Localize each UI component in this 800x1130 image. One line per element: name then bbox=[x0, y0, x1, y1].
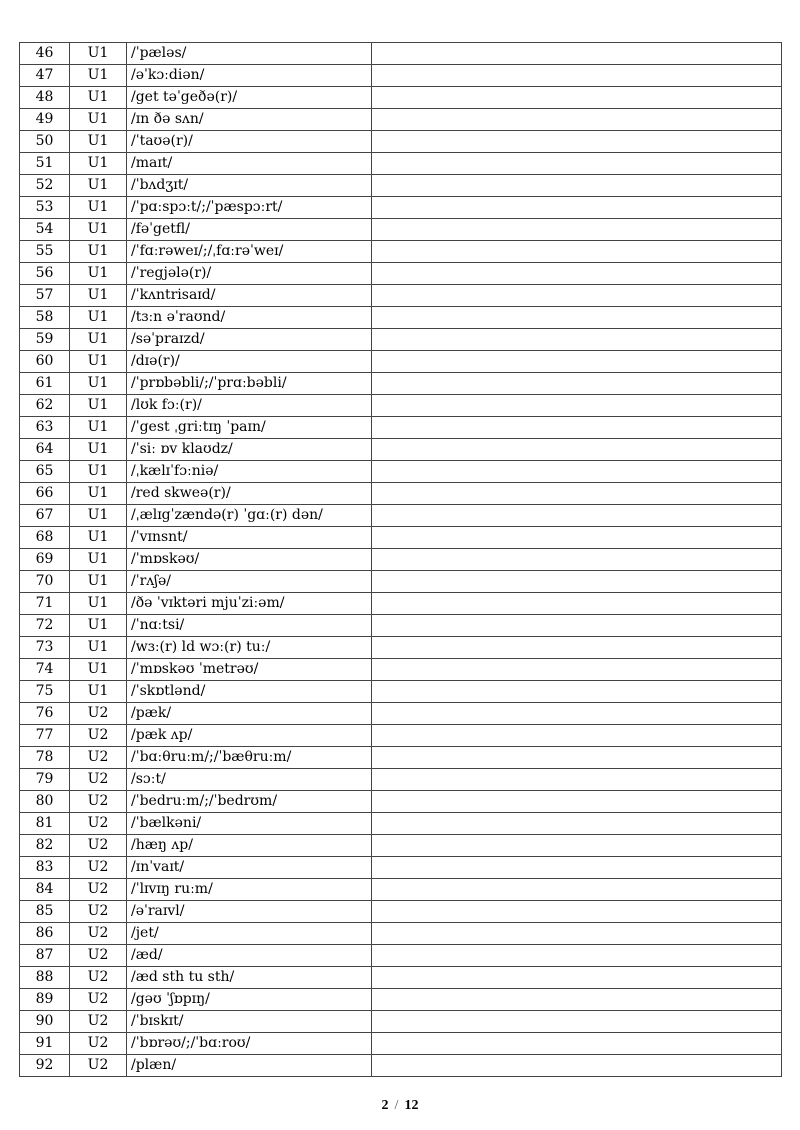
unit-cell: U2 bbox=[70, 879, 127, 901]
phonetic-cell: /dɪə(r)/ bbox=[127, 351, 372, 373]
total-page-count: 12 bbox=[404, 1098, 419, 1113]
table-row bbox=[20, 901, 782, 923]
unit-cell: U1 bbox=[70, 175, 127, 197]
row-number-cell: 47 bbox=[20, 65, 70, 87]
unit-cell: U1 bbox=[70, 571, 127, 593]
meaning-cell bbox=[372, 747, 782, 769]
table-row bbox=[20, 549, 782, 571]
unit-cell: U1 bbox=[70, 681, 127, 703]
meaning-cell bbox=[372, 1033, 782, 1055]
unit-cell: U1 bbox=[70, 219, 127, 241]
meaning-cell bbox=[372, 835, 782, 857]
table-row bbox=[20, 1055, 782, 1077]
page-separator: / bbox=[394, 1098, 399, 1113]
table-row bbox=[20, 153, 782, 175]
unit-cell: U1 bbox=[70, 131, 127, 153]
table-row bbox=[20, 373, 782, 395]
table-row bbox=[20, 593, 782, 615]
meaning-cell bbox=[372, 571, 782, 593]
unit-cell: U1 bbox=[70, 87, 127, 109]
table-row bbox=[20, 923, 782, 945]
phonetic-cell: /əˈraɪvl/ bbox=[127, 901, 372, 923]
phonetic-cell: /get təˈgeðə(r)/ bbox=[127, 87, 372, 109]
table-row bbox=[20, 307, 782, 329]
meaning-cell bbox=[372, 153, 782, 175]
meaning-cell bbox=[372, 637, 782, 659]
row-number-cell: 87 bbox=[20, 945, 70, 967]
phonetic-cell: /ˈnɑːtsi/ bbox=[127, 615, 372, 637]
phonetic-cell: /ˌælɪgˈzændə(r) ˈgɑː(r) dən/ bbox=[127, 505, 372, 527]
row-number-cell: 49 bbox=[20, 109, 70, 131]
phonetic-cell: /ˈfɑːrəweɪ/;/ˌfɑːrəˈweɪ/ bbox=[127, 241, 372, 263]
unit-cell: U1 bbox=[70, 527, 127, 549]
unit-cell: U2 bbox=[70, 703, 127, 725]
table-row bbox=[20, 747, 782, 769]
phonetic-cell: /tɜːn əˈraʊnd/ bbox=[127, 307, 372, 329]
table-row bbox=[20, 879, 782, 901]
phonetic-cell: /ˈskɒtlənd/ bbox=[127, 681, 372, 703]
meaning-cell bbox=[372, 967, 782, 989]
phonetic-cell: /lʊk fɔː(r)/ bbox=[127, 395, 372, 417]
meaning-cell bbox=[372, 703, 782, 725]
meaning-cell bbox=[372, 791, 782, 813]
unit-cell: U2 bbox=[70, 1055, 127, 1077]
unit-cell: U2 bbox=[70, 1011, 127, 1033]
row-number-cell: 90 bbox=[20, 1011, 70, 1033]
row-number-cell: 61 bbox=[20, 373, 70, 395]
meaning-cell bbox=[372, 1055, 782, 1077]
row-number-cell: 88 bbox=[20, 967, 70, 989]
phonetic-cell: /ˈkʌntrisaɪd/ bbox=[127, 285, 372, 307]
unit-cell: U1 bbox=[70, 373, 127, 395]
unit-cell: U1 bbox=[70, 307, 127, 329]
row-number-cell: 57 bbox=[20, 285, 70, 307]
meaning-cell bbox=[372, 307, 782, 329]
table-row bbox=[20, 1011, 782, 1033]
phonetic-cell: /gəʊ ˈʃɒpɪŋ/ bbox=[127, 989, 372, 1011]
unit-cell: U1 bbox=[70, 395, 127, 417]
meaning-cell bbox=[372, 593, 782, 615]
table-row bbox=[20, 483, 782, 505]
table-row bbox=[20, 615, 782, 637]
unit-cell: U1 bbox=[70, 285, 127, 307]
phonetic-cell: /wɜː(r) ld wɔː(r) tuː/ bbox=[127, 637, 372, 659]
table-row bbox=[20, 417, 782, 439]
phonetic-cell: /ɪn ðə sʌn/ bbox=[127, 109, 372, 131]
row-number-cell: 56 bbox=[20, 263, 70, 285]
phonetic-cell: /ˈbɒrəʊ/;/ˈbɑːroʊ/ bbox=[127, 1033, 372, 1055]
row-number-cell: 73 bbox=[20, 637, 70, 659]
row-number-cell: 59 bbox=[20, 329, 70, 351]
table-row bbox=[20, 1033, 782, 1055]
meaning-cell bbox=[372, 659, 782, 681]
meaning-cell bbox=[372, 901, 782, 923]
unit-cell: U1 bbox=[70, 593, 127, 615]
meaning-cell bbox=[372, 263, 782, 285]
table-row bbox=[20, 65, 782, 87]
meaning-cell bbox=[372, 549, 782, 571]
phonetic-cell: /əˈkɔːdiən/ bbox=[127, 65, 372, 87]
row-number-cell: 77 bbox=[20, 725, 70, 747]
meaning-cell bbox=[372, 109, 782, 131]
row-number-cell: 72 bbox=[20, 615, 70, 637]
unit-cell: U1 bbox=[70, 439, 127, 461]
row-number-cell: 74 bbox=[20, 659, 70, 681]
row-number-cell: 64 bbox=[20, 439, 70, 461]
row-number-cell: 55 bbox=[20, 241, 70, 263]
unit-cell: U1 bbox=[70, 65, 127, 87]
meaning-cell bbox=[372, 483, 782, 505]
table-row bbox=[20, 175, 782, 197]
phonetic-cell: /jet/ bbox=[127, 923, 372, 945]
table-row bbox=[20, 87, 782, 109]
unit-cell: U1 bbox=[70, 659, 127, 681]
meaning-cell bbox=[372, 43, 782, 65]
phonetic-cell: /ˈsiː ɒv klaʊdz/ bbox=[127, 439, 372, 461]
row-number-cell: 80 bbox=[20, 791, 70, 813]
table-row bbox=[20, 395, 782, 417]
phonetic-cell: /ˈmɒskəʊ/ bbox=[127, 549, 372, 571]
table-row bbox=[20, 791, 782, 813]
meaning-cell bbox=[372, 439, 782, 461]
phonetic-cell: /æd sth tu sth/ bbox=[127, 967, 372, 989]
unit-cell: U2 bbox=[70, 747, 127, 769]
meaning-cell bbox=[372, 175, 782, 197]
phonetic-cell: /æd/ bbox=[127, 945, 372, 967]
meaning-cell bbox=[372, 197, 782, 219]
unit-cell: U2 bbox=[70, 945, 127, 967]
phonetic-cell: /fəˈgetfl/ bbox=[127, 219, 372, 241]
phonetic-cell: /ðə ˈvɪktəri mjuˈziːəm/ bbox=[127, 593, 372, 615]
row-number-cell: 82 bbox=[20, 835, 70, 857]
phonetic-cell: /ˈbedruːm/;/ˈbedrʊm/ bbox=[127, 791, 372, 813]
row-number-cell: 78 bbox=[20, 747, 70, 769]
unit-cell: U1 bbox=[70, 241, 127, 263]
table-row bbox=[20, 527, 782, 549]
phonetic-cell: /plæn/ bbox=[127, 1055, 372, 1077]
phonetic-cell: /ˈpɑːspɔːt/;/ˈpæspɔːrt/ bbox=[127, 197, 372, 219]
unit-cell: U1 bbox=[70, 329, 127, 351]
row-number-cell: 89 bbox=[20, 989, 70, 1011]
meaning-cell bbox=[372, 505, 782, 527]
vocabulary-table bbox=[19, 42, 782, 1077]
meaning-cell bbox=[372, 329, 782, 351]
table-row bbox=[20, 219, 782, 241]
table-row bbox=[20, 43, 782, 65]
row-number-cell: 76 bbox=[20, 703, 70, 725]
meaning-cell bbox=[372, 351, 782, 373]
row-number-cell: 50 bbox=[20, 131, 70, 153]
table-row bbox=[20, 703, 782, 725]
table-row bbox=[20, 461, 782, 483]
meaning-cell bbox=[372, 395, 782, 417]
row-number-cell: 67 bbox=[20, 505, 70, 527]
row-number-cell: 65 bbox=[20, 461, 70, 483]
meaning-cell bbox=[372, 769, 782, 791]
unit-cell: U2 bbox=[70, 835, 127, 857]
unit-cell: U1 bbox=[70, 109, 127, 131]
unit-cell: U2 bbox=[70, 967, 127, 989]
row-number-cell: 71 bbox=[20, 593, 70, 615]
table-row bbox=[20, 637, 782, 659]
table-row bbox=[20, 989, 782, 1011]
meaning-cell bbox=[372, 879, 782, 901]
meaning-cell bbox=[372, 857, 782, 879]
unit-cell: U2 bbox=[70, 791, 127, 813]
meaning-cell bbox=[372, 87, 782, 109]
phonetic-cell: /ˈbʌdʒɪt/ bbox=[127, 175, 372, 197]
unit-cell: U1 bbox=[70, 197, 127, 219]
phonetic-cell: /ˈbælkəni/ bbox=[127, 813, 372, 835]
unit-cell: U1 bbox=[70, 505, 127, 527]
phonetic-cell: /ˈgest ˌgriːtɪŋ ˈpaɪn/ bbox=[127, 417, 372, 439]
row-number-cell: 81 bbox=[20, 813, 70, 835]
phonetic-cell: /ˈrʌʃə/ bbox=[127, 571, 372, 593]
table-row bbox=[20, 109, 782, 131]
unit-cell: U1 bbox=[70, 43, 127, 65]
unit-cell: U2 bbox=[70, 813, 127, 835]
row-number-cell: 84 bbox=[20, 879, 70, 901]
row-number-cell: 63 bbox=[20, 417, 70, 439]
meaning-cell bbox=[372, 813, 782, 835]
meaning-cell bbox=[372, 681, 782, 703]
table-row bbox=[20, 241, 782, 263]
meaning-cell bbox=[372, 989, 782, 1011]
unit-cell: U1 bbox=[70, 483, 127, 505]
unit-cell: U1 bbox=[70, 153, 127, 175]
table-row bbox=[20, 131, 782, 153]
phonetic-cell: /ˈpæləs/ bbox=[127, 43, 372, 65]
phonetic-cell: /ˈregjələ(r)/ bbox=[127, 263, 372, 285]
unit-cell: U1 bbox=[70, 461, 127, 483]
unit-cell: U1 bbox=[70, 417, 127, 439]
phonetic-cell: /maɪt/ bbox=[127, 153, 372, 175]
row-number-cell: 66 bbox=[20, 483, 70, 505]
unit-cell: U2 bbox=[70, 857, 127, 879]
row-number-cell: 85 bbox=[20, 901, 70, 923]
unit-cell: U1 bbox=[70, 637, 127, 659]
table-row bbox=[20, 351, 782, 373]
phonetic-cell: /ˈtaʊə(r)/ bbox=[127, 131, 372, 153]
unit-cell: U1 bbox=[70, 351, 127, 373]
row-number-cell: 69 bbox=[20, 549, 70, 571]
row-number-cell: 75 bbox=[20, 681, 70, 703]
table-row bbox=[20, 967, 782, 989]
meaning-cell bbox=[372, 461, 782, 483]
table-row bbox=[20, 329, 782, 351]
phonetic-cell: /ˈvɪnsnt/ bbox=[127, 527, 372, 549]
table-row bbox=[20, 197, 782, 219]
table-row bbox=[20, 263, 782, 285]
table-row bbox=[20, 813, 782, 835]
phonetic-cell: /red skweə(r)/ bbox=[127, 483, 372, 505]
row-number-cell: 92 bbox=[20, 1055, 70, 1077]
page-footer bbox=[0, 1098, 800, 1114]
row-number-cell: 68 bbox=[20, 527, 70, 549]
meaning-cell bbox=[372, 923, 782, 945]
unit-cell: U1 bbox=[70, 263, 127, 285]
phonetic-cell: /ˈmɒskəʊ ˈmetrəʊ/ bbox=[127, 659, 372, 681]
row-number-cell: 48 bbox=[20, 87, 70, 109]
row-number-cell: 91 bbox=[20, 1033, 70, 1055]
unit-cell: U2 bbox=[70, 989, 127, 1011]
unit-cell: U2 bbox=[70, 1033, 127, 1055]
phonetic-cell: /ˈbɑːθruːm/;/ˈbæθruːm/ bbox=[127, 747, 372, 769]
row-number-cell: 83 bbox=[20, 857, 70, 879]
unit-cell: U2 bbox=[70, 901, 127, 923]
table-row bbox=[20, 835, 782, 857]
phonetic-cell: /səˈpraɪzd/ bbox=[127, 329, 372, 351]
meaning-cell bbox=[372, 615, 782, 637]
table-row bbox=[20, 857, 782, 879]
unit-cell: U2 bbox=[70, 769, 127, 791]
table-row bbox=[20, 571, 782, 593]
table-row bbox=[20, 659, 782, 681]
table-row bbox=[20, 681, 782, 703]
row-number-cell: 52 bbox=[20, 175, 70, 197]
table-row bbox=[20, 285, 782, 307]
phonetic-cell: /ˈprɒbəbli/;/ˈprɑːbəbli/ bbox=[127, 373, 372, 395]
phonetic-cell: /pæk ʌp/ bbox=[127, 725, 372, 747]
table-row bbox=[20, 945, 782, 967]
phonetic-cell: /ˈlɪvɪŋ ruːm/ bbox=[127, 879, 372, 901]
vocabulary-table-body bbox=[20, 43, 782, 1077]
row-number-cell: 79 bbox=[20, 769, 70, 791]
row-number-cell: 70 bbox=[20, 571, 70, 593]
row-number-cell: 62 bbox=[20, 395, 70, 417]
phonetic-cell: /ˈbɪskɪt/ bbox=[127, 1011, 372, 1033]
current-page-number: 2 bbox=[381, 1098, 389, 1113]
unit-cell: U2 bbox=[70, 923, 127, 945]
meaning-cell bbox=[372, 285, 782, 307]
row-number-cell: 51 bbox=[20, 153, 70, 175]
meaning-cell bbox=[372, 131, 782, 153]
unit-cell: U1 bbox=[70, 549, 127, 571]
phonetic-cell: /sɔːt/ bbox=[127, 769, 372, 791]
table-row bbox=[20, 769, 782, 791]
unit-cell: U1 bbox=[70, 615, 127, 637]
table-row bbox=[20, 439, 782, 461]
meaning-cell bbox=[372, 65, 782, 87]
phonetic-cell: /ɪnˈvaɪt/ bbox=[127, 857, 372, 879]
meaning-cell bbox=[372, 241, 782, 263]
meaning-cell bbox=[372, 945, 782, 967]
row-number-cell: 53 bbox=[20, 197, 70, 219]
meaning-cell bbox=[372, 219, 782, 241]
row-number-cell: 60 bbox=[20, 351, 70, 373]
phonetic-cell: /pæk/ bbox=[127, 703, 372, 725]
meaning-cell bbox=[372, 527, 782, 549]
table-row bbox=[20, 505, 782, 527]
row-number-cell: 54 bbox=[20, 219, 70, 241]
row-number-cell: 86 bbox=[20, 923, 70, 945]
row-number-cell: 58 bbox=[20, 307, 70, 329]
meaning-cell bbox=[372, 373, 782, 395]
unit-cell: U2 bbox=[70, 725, 127, 747]
meaning-cell bbox=[372, 417, 782, 439]
row-number-cell: 46 bbox=[20, 43, 70, 65]
meaning-cell bbox=[372, 1011, 782, 1033]
phonetic-cell: /ˌkælɪˈfɔːniə/ bbox=[127, 461, 372, 483]
table-row bbox=[20, 725, 782, 747]
phonetic-cell: /hæŋ ʌp/ bbox=[127, 835, 372, 857]
meaning-cell bbox=[372, 725, 782, 747]
